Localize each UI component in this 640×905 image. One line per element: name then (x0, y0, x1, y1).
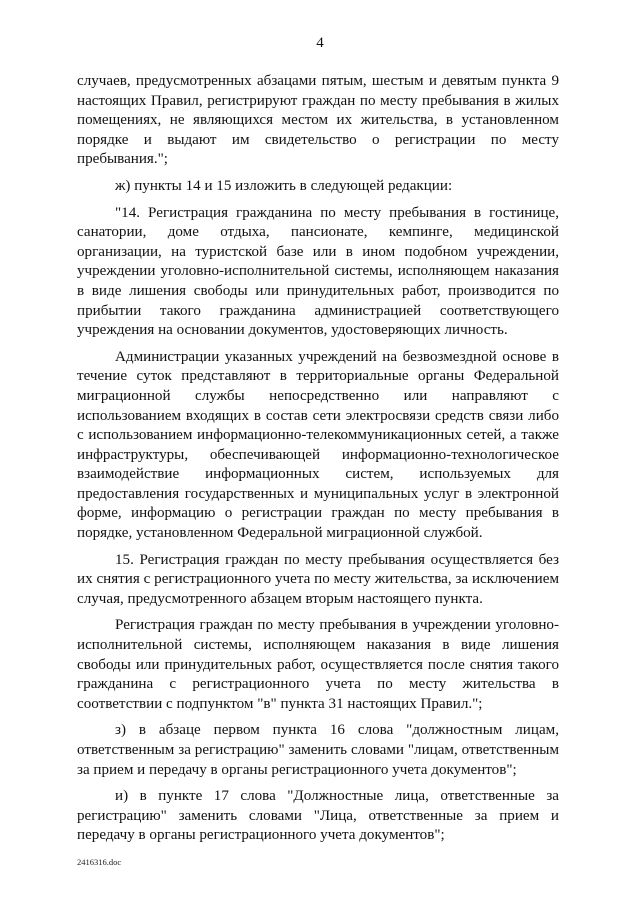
paragraph-point-15: 15. Регистрация граждан по месту пребывания осуществляется без их снятия с регистрационного учета по месту жительства, за исключением случая, предусмотренного абзацем вторым настоящего пункта. (77, 551, 559, 607)
paragraph-point-14: "14. Регистрация гражданина по месту пребывания в гостинице, санатории, доме отдыха, пансионате, кемпинге, медицинской организации, на туристской базе или в ином подобном учреждении, учреждении уголовно-исполнительной системы, исполняющем наказания в виде лишения свободы или принудительных работ, производится по прибытии такого гражданина администрацией соответствующего учреждения на основании документов, удостоверяющих личность. (77, 204, 559, 339)
paragraph-registration-penitentiary: Регистрация граждан по месту пребывания в учреждении уголовно-исполнительной системы, исполняющем наказания в виде лишения свободы или принудительных работ, осуществляется после снятия такого гражданина с регистрационного учета по месту жительства в соответствии с подпунктом "в" пункта 31 настоящих Правил."; (77, 617, 559, 712)
paragraph-item-z: з) в абзаце первом пункта 16 слова "должностным лицам, ответственным за регистрацию" заменить словами "лицам, ответственным за прием и передачу в органы регистрационного учета документов"; (77, 722, 559, 778)
paragraph-administrations: Администрации указанных учреждений на безвозмездной основе в течение суток представляют в территориальные органы Федеральной миграционной службы непосредственно или направляют с использованием входящих в состав сети электросвязи средств связи либо с использованием информационно-телекоммуникационных сетей, а также инфраструктуры, обеспечивающей информационно-технологическое взаимодействие информационных систем, используемых для предоставления государственных и муниципальных услуг в электронной форме, информацию о регистрации граждан по месту пребывания в порядке, установленном Федеральной миграционной службой. (77, 348, 559, 542)
paragraph-item-i: и) в пункте 17 слова "Должностные лица, ответственные за регистрацию" заменить словами "Лица, ответственные за прием и передачу в органы регистрационного учета документов"; (77, 788, 559, 844)
page-number: 4 (316, 35, 324, 51)
file-name-footer: 2416316.doc (77, 857, 122, 867)
paragraph-item-zh: ж) пункты 14 и 15 изложить в следующей редакции: (115, 177, 453, 194)
document-body (77, 72, 559, 846)
paragraph-continuation: случаев, предусмотренных абзацами пятым, шестым и девятым пункта 9 настоящих Правил, регистрируют граждан по месту пребывания в жилых помещениях, не являющихся местом их жительства, в установленном порядке и выдают им свидетельство о регистрации по месту пребывания."; (77, 73, 559, 168)
